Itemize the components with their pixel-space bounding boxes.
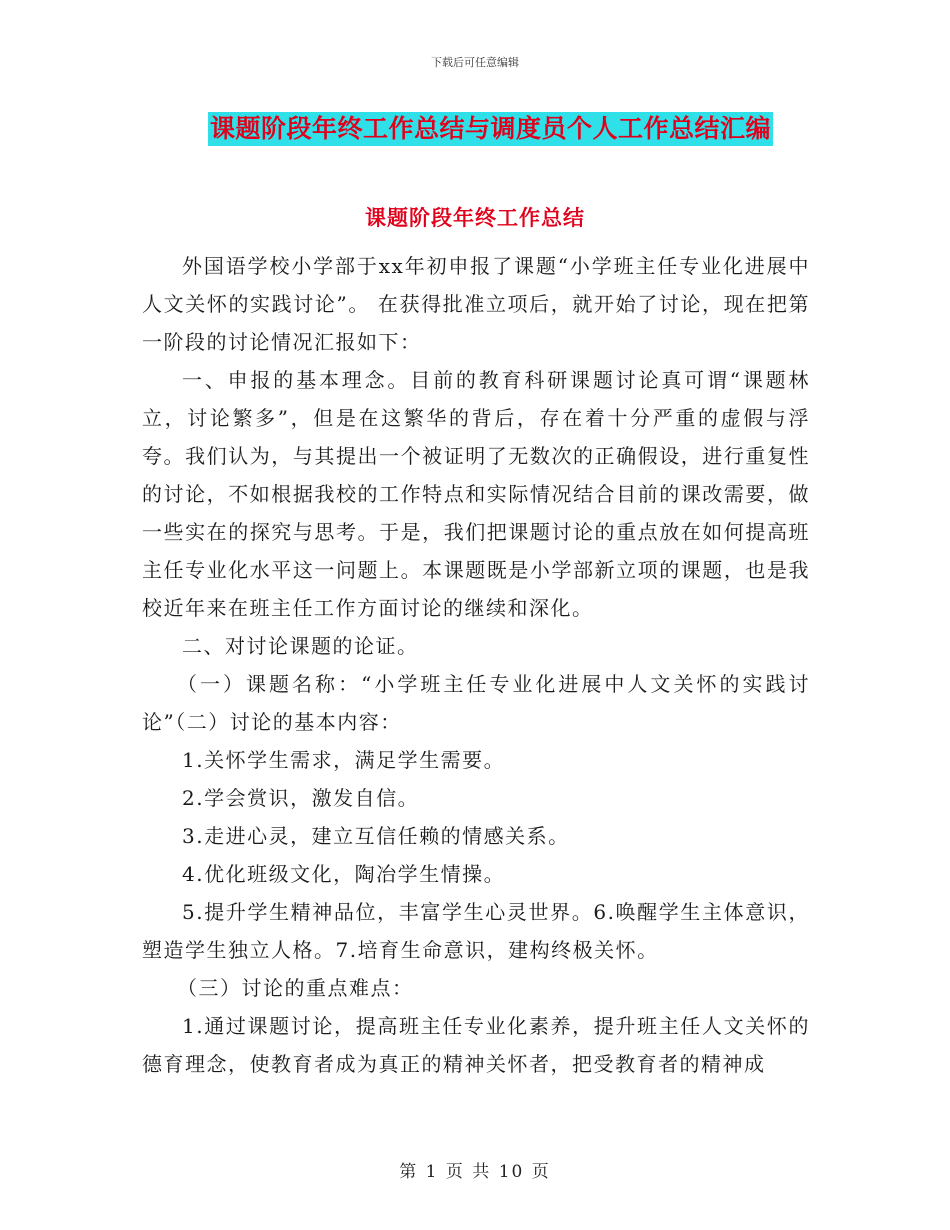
- document-main-title: 课题阶段年终工作总结与调度员个人工作总结汇编: [208, 112, 773, 146]
- list-item: 3.走进心灵，建立互信任赖的情感关系。: [182, 824, 570, 848]
- paragraph: （三）讨论的重点难点：: [177, 976, 414, 1000]
- paragraph: 外国语学校小学部于xx年初申报了课题“小学班主任专业化进展中人文关怀的实践讨论”。 在获得批准立项后，就开始了讨论，现在把第一阶段的讨论情况汇报如下：: [142, 254, 810, 354]
- paragraph: 二、对讨论课题的论证。: [182, 634, 419, 658]
- paragraph: （一）课题名称：“小学班主任专业化进展中人文关怀的实践讨论”（二）讨论的基本内容：: [142, 672, 810, 734]
- list-item: 2.学会赏识，激发自信。: [182, 786, 420, 810]
- page-footer: 第 1 页 共 10 页: [399, 1162, 551, 1182]
- header-note: 下载后可任意编辑: [431, 56, 519, 69]
- list-item: 1.关怀学生需求，满足学生需要。: [182, 748, 506, 772]
- list-item: 5.提升学生精神品位，丰富学生心灵世界。6.唤醒学生主体意识，塑造学生独立人格。7.培育生命意识，建构终极关怀。: [142, 900, 810, 962]
- list-item: 4.优化班级文化，陶冶学生情操。: [182, 862, 506, 886]
- paragraph: 一、申报的基本理念。目前的教育科研课题讨论真可谓“课题林立，讨论繁多”，但是在这繁华的背后，存在着十分严重的虚假与浮夸。我们认为，与其提出一个被证明了无数次的正确假设，进行重复性的讨论，不如根据我校的工作特点和实际情况结合目前的课改需要，做一些实在的探究与思考。于是，我们把课题讨论的重点放在如何提高班主任专业化水平这一问题上。本课题既是小学部新立项的课题，也是我校近年来在班主任工作方面讨论的继续和深化。: [142, 368, 810, 620]
- section-title: 课题阶段年终工作总结: [365, 205, 585, 230]
- list-item: 1.通过课题讨论，提高班主任专业化素养，提升班主任人文关怀的德育理念，使教育者成为真正的精神关怀者，把受教育者的精神成: [142, 1014, 810, 1076]
- document-body: [142, 247, 810, 1083]
